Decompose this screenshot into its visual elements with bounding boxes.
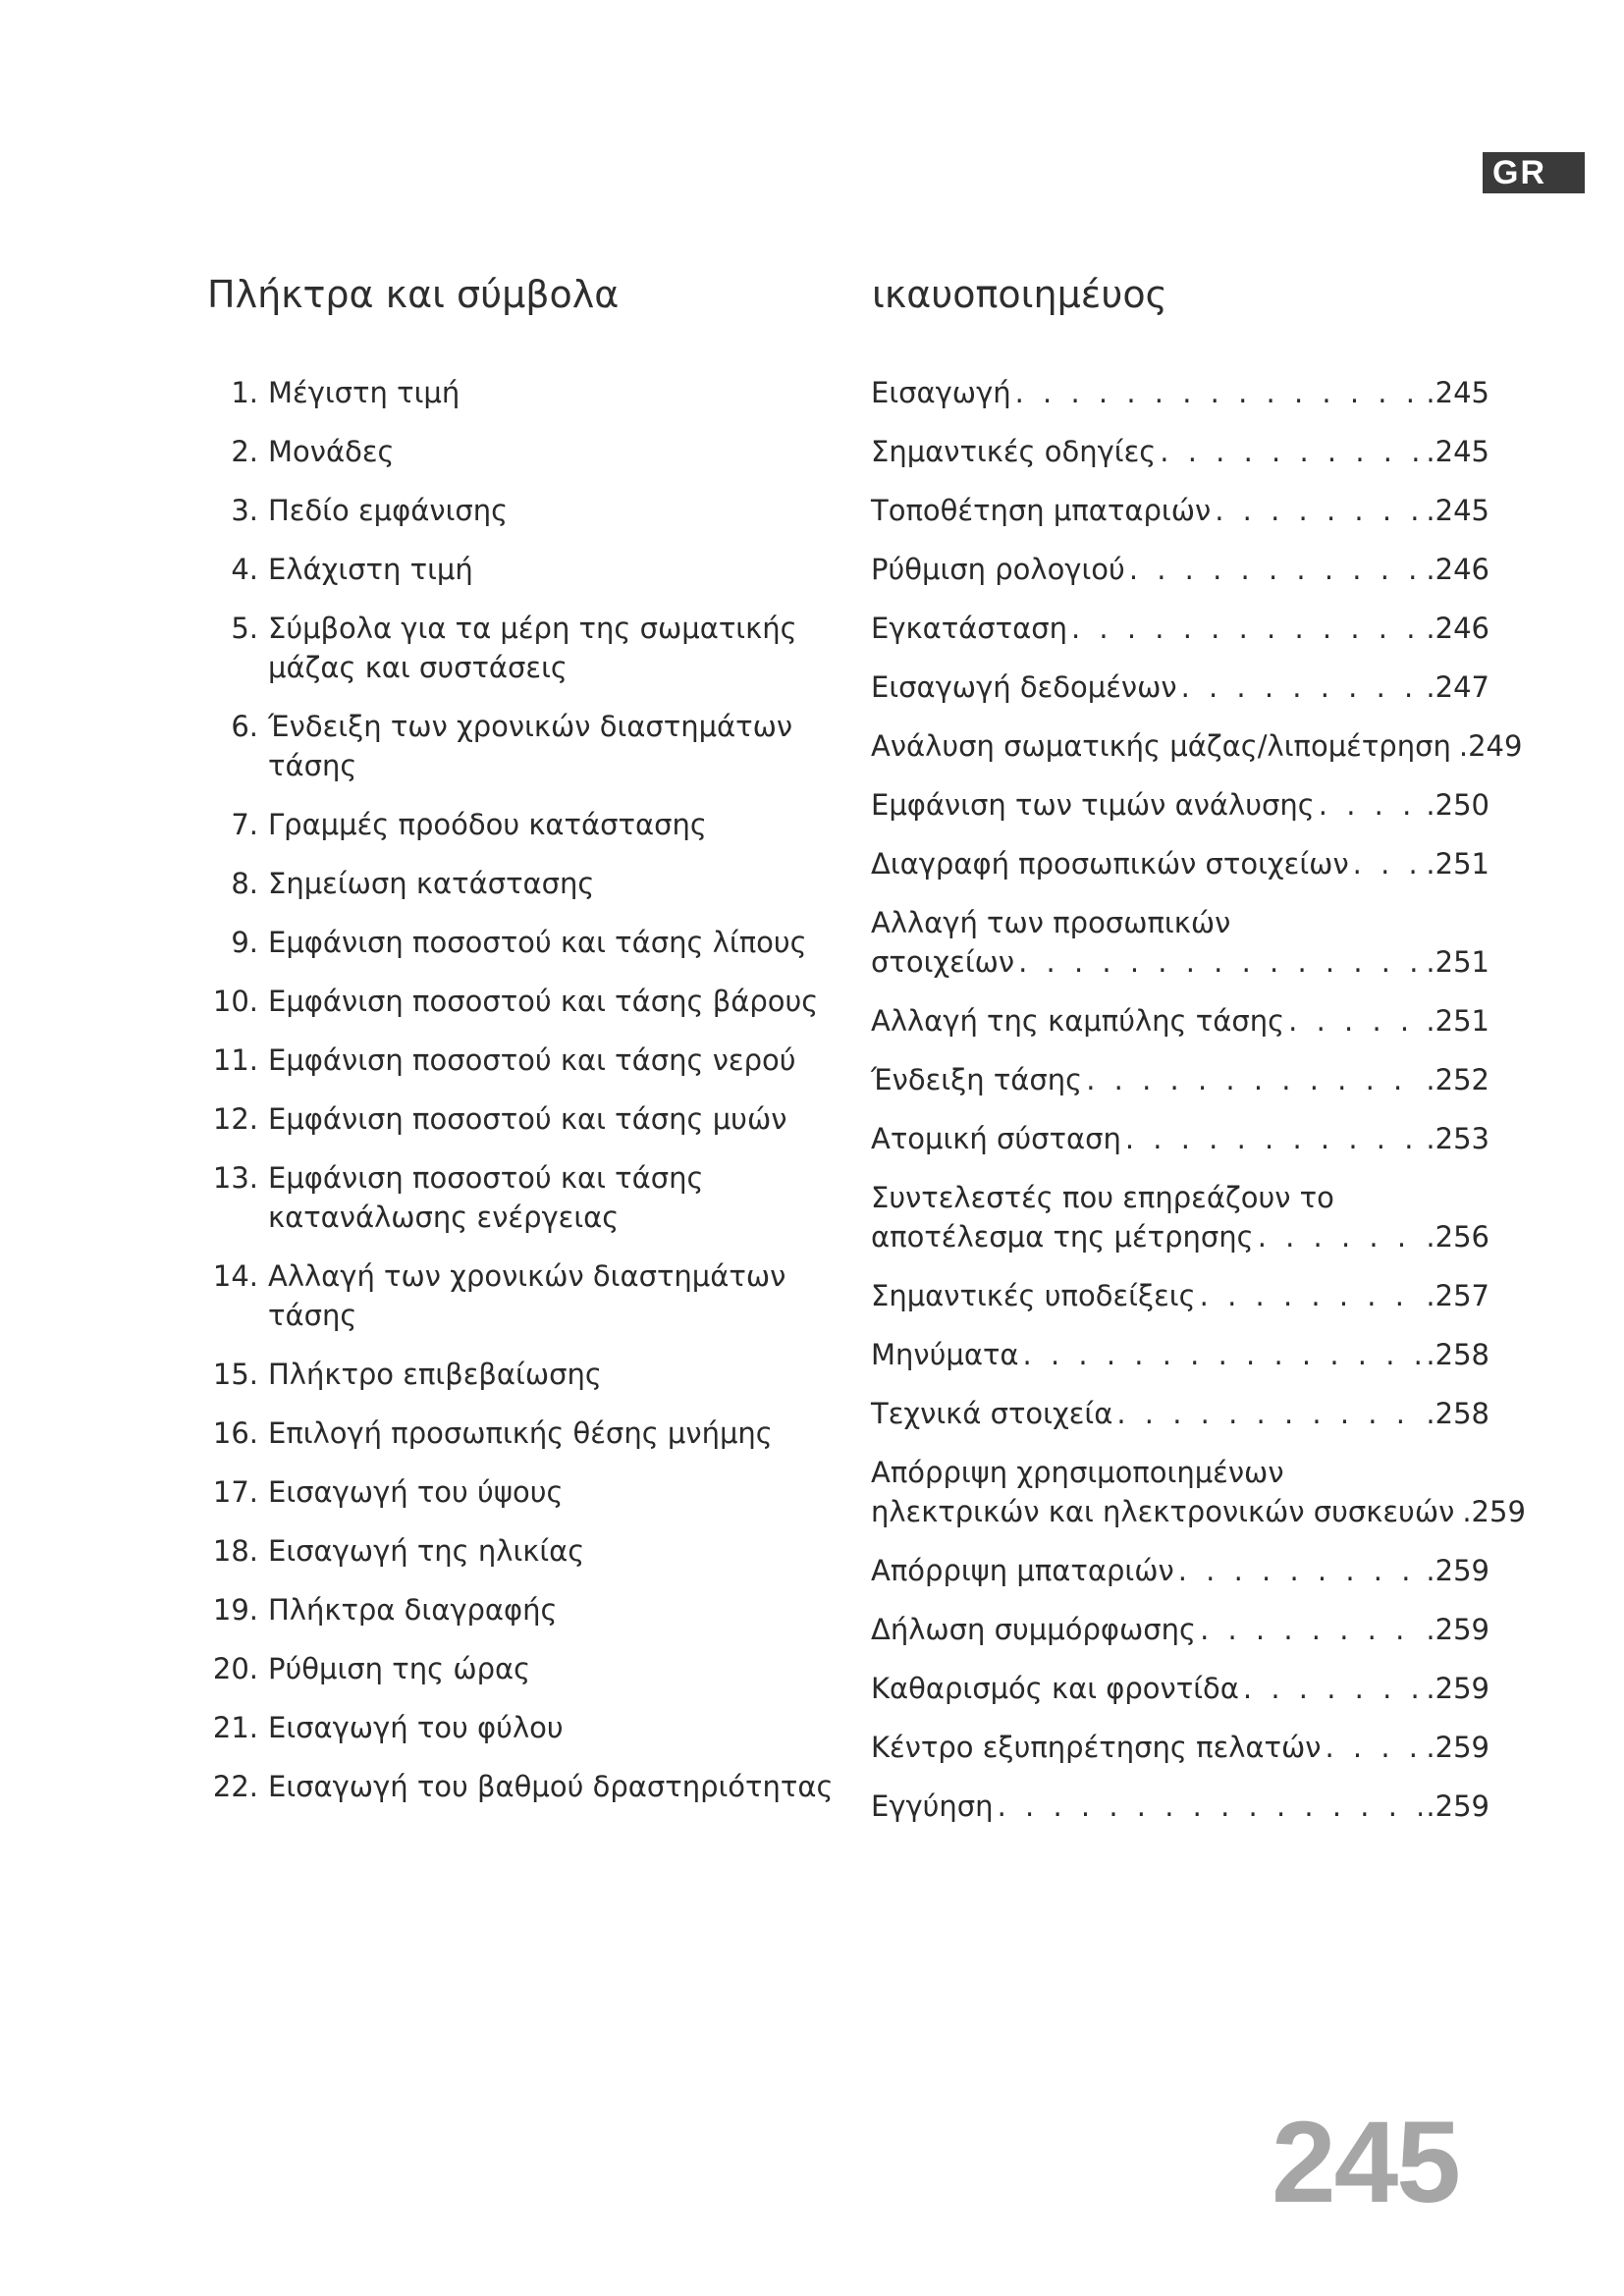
toc-entry-label-line1: Συντελεστές που επηρεάζουν το: [871, 1181, 1334, 1214]
legend-item-text: Εισαγωγή του φύλου: [268, 1711, 564, 1744]
legend-item-text: Εμφάνιση ποσοστού και τάσης κατανάλωσης ενέργειας: [268, 1161, 704, 1234]
legend-item-number: 1.: [231, 376, 258, 409]
toc-entry[interactable]: [871, 1728, 1489, 1767]
dot-leader: [1288, 1001, 1422, 1041]
legend-item-text: Εμφάνιση ποσοστού και τάσης λίπους: [268, 926, 807, 959]
legend-item-number: 15.: [212, 1358, 258, 1391]
legend-item-number: 9.: [231, 926, 258, 959]
toc-entry[interactable]: [871, 785, 1489, 825]
dot-leader: [1200, 1276, 1423, 1315]
toc-entry-page: .259: [1426, 1554, 1489, 1587]
dot-leader: [1116, 1394, 1422, 1433]
legend-item: [201, 707, 839, 785]
legend-item-number: 6.: [231, 710, 258, 743]
toc-entry[interactable]: [871, 1610, 1489, 1649]
dot-leader: [1071, 609, 1422, 648]
legend-item: [201, 923, 839, 962]
toc-entry-label: Σημαντικές υποδείξεις: [871, 1279, 1196, 1312]
toc-entry-page: .256: [1426, 1220, 1489, 1254]
toc-entry-page: .259: [1426, 1613, 1489, 1646]
toc-entry-page: .246: [1426, 612, 1489, 645]
legend-item: [201, 1767, 839, 1806]
toc-entry[interactable]: [871, 1787, 1489, 1826]
toc-entry[interactable]: [871, 1335, 1489, 1374]
dot-leader: [1023, 1335, 1423, 1374]
page-number: 245: [1272, 2098, 1459, 2227]
legend-item-text: Ένδειξη των χρονικών διαστημάτων τάσης: [268, 710, 793, 782]
legend-item-text: Ρύθμιση της ώρας: [268, 1652, 531, 1685]
dot-leader: [1160, 432, 1422, 471]
legend-item-number: 18.: [212, 1534, 258, 1568]
language-badge: GR: [1483, 152, 1585, 193]
legend-item: [201, 1590, 839, 1629]
toc-entry-page: .259: [1462, 1495, 1526, 1528]
toc-entry-page: .259: [1426, 1789, 1489, 1823]
toc-entry[interactable]: [871, 667, 1489, 707]
toc-entry[interactable]: [871, 1551, 1489, 1590]
dot-leader: [1125, 1119, 1423, 1158]
toc-entry-page: .250: [1426, 788, 1489, 822]
toc-entry[interactable]: [871, 1276, 1489, 1315]
dot-leader: [1086, 1060, 1422, 1099]
dot-leader: [1181, 667, 1423, 707]
legend-item: [201, 432, 839, 471]
legend-item-text: Εισαγωγή του βαθμού δραστηριότητας: [268, 1770, 834, 1803]
legend-item-number: 3.: [231, 494, 258, 527]
legend-item: [201, 373, 839, 412]
toc-entry-label: Εγκατάσταση: [871, 612, 1067, 645]
toc-entry-label: Εγγύηση: [871, 1789, 994, 1823]
legend-heading: Πλήκτρα και σύμβολα: [207, 273, 620, 316]
toc-entry-page: .245: [1426, 435, 1489, 468]
legend-item-number: 8.: [231, 867, 258, 900]
toc-entry-label: Ατομική σύσταση: [871, 1122, 1121, 1155]
toc-entry-page: .251: [1426, 847, 1489, 881]
toc-entry-label-line1: Απόρριψη χρησιμοποιημένων: [871, 1456, 1284, 1489]
legend-item: [201, 1256, 839, 1335]
toc-entry-label: Τεχνικά στοιχεία: [871, 1397, 1113, 1430]
dot-leader: [1319, 785, 1423, 825]
legend-item: [201, 609, 839, 687]
dot-leader: [1353, 844, 1423, 883]
toc-entry[interactable]: [871, 1394, 1489, 1433]
toc-entry-label: Εισαγωγή: [871, 376, 1011, 409]
dot-leader: [998, 1787, 1423, 1826]
toc-entry-label: Εισαγωγή δεδομένων: [871, 670, 1177, 704]
legend-item: [201, 1041, 839, 1080]
legend-item-text: Μονάδες: [268, 435, 395, 468]
dot-leader: [1243, 1669, 1423, 1708]
legend-item: [201, 1531, 839, 1571]
legend-item-number: 22.: [212, 1770, 258, 1803]
toc-entry[interactable]: [871, 1060, 1489, 1099]
toc-entry-label: Απόρριψη μπαταριών: [871, 1554, 1174, 1587]
toc-entry[interactable]: [871, 1669, 1489, 1708]
legend-item: [201, 864, 839, 903]
toc-entry-page: .251: [1426, 1004, 1489, 1038]
legend-item-text: Πλήκτρα διαγραφής: [268, 1593, 558, 1627]
legend-item: [201, 1472, 839, 1512]
legend-item-number: 7.: [231, 808, 258, 841]
legend-item-text: Επιλογή προσωπικής θέσης μνήμης: [268, 1416, 773, 1450]
toc-entry-label: Εμφάνιση των τιμών ανάλυσης: [871, 788, 1315, 822]
toc-entry[interactable]: [871, 1453, 1526, 1531]
legend-item: [201, 1414, 839, 1453]
legend-item-text: Σημείωση κατάστασης: [268, 867, 595, 900]
toc-entry[interactable]: [871, 1001, 1489, 1041]
dot-leader: [1178, 1551, 1423, 1590]
legend-item: [201, 1708, 839, 1747]
toc-entry-page: .258: [1426, 1338, 1489, 1371]
legend-item-number: 13.: [212, 1161, 258, 1195]
toc-entry-page: .259: [1426, 1672, 1489, 1705]
toc-entry[interactable]: [871, 903, 1489, 982]
legend-item: [201, 491, 839, 530]
legend-item-text: Γραμμές προόδου κατάστασης: [268, 808, 707, 841]
legend-item-text: Εμφάνιση ποσοστού και τάσης μυών: [268, 1102, 787, 1136]
toc-entry-label: Ένδειξη τάσης: [871, 1063, 1083, 1096]
toc-entry-page: .245: [1426, 376, 1489, 409]
legend-item: [201, 1649, 839, 1688]
legend-item-number: 11.: [212, 1043, 258, 1077]
legend-item-number: 14.: [212, 1259, 258, 1293]
toc-entry[interactable]: [871, 844, 1489, 883]
legend-item: [201, 805, 839, 844]
toc-heading: ικαυοποιημέυος: [872, 273, 1167, 316]
toc-entry[interactable]: [871, 550, 1489, 589]
legend-item: [201, 550, 839, 589]
toc-entry-page: .245: [1426, 494, 1489, 527]
toc-entry-page: .249: [1458, 729, 1523, 763]
toc-entry-label: Σημαντικές οδηγίες: [871, 435, 1157, 468]
toc-entry[interactable]: [871, 1178, 1489, 1256]
legend-item-number: 20.: [212, 1652, 258, 1685]
dot-leader: [1258, 1217, 1423, 1256]
legend-item-text: Σύμβολα για τα μέρη της σωματικής μάζας και συστάσεις: [268, 612, 797, 684]
toc-entry[interactable]: [871, 491, 1489, 530]
legend-item-number: 21.: [212, 1711, 258, 1744]
legend-item-number: 5.: [231, 612, 258, 645]
toc-entry-page: .257: [1426, 1279, 1489, 1312]
legend-item-text: Εμφάνιση ποσοστού και τάσης νερού: [268, 1043, 796, 1077]
dot-leader: [1215, 491, 1422, 530]
legend-item-text: Πεδίο εμφάνισης: [268, 494, 509, 527]
legend-list: [201, 373, 839, 1826]
legend-item-text: Εισαγωγή της ηλικίας: [268, 1534, 585, 1568]
toc-entry-page: .259: [1426, 1731, 1489, 1764]
legend-item-text: Εισαγωγή του ύψους: [268, 1475, 564, 1509]
legend-item: [201, 1355, 839, 1394]
toc-entry-page: .251: [1426, 945, 1489, 979]
legend-item-number: 17.: [212, 1475, 258, 1509]
dot-leader: [1129, 550, 1423, 589]
legend-item-text: Εμφάνιση ποσοστού και τάσης βάρους: [268, 985, 819, 1018]
toc-entry-label: Κέντρο εξυπηρέτησης πελατών: [871, 1731, 1322, 1764]
toc-entry-label: Αλλαγή της καμπύλης τάσης: [871, 1004, 1285, 1038]
legend-item-number: 16.: [212, 1416, 258, 1450]
legend-item: [201, 1158, 839, 1237]
toc-entry-label: Καθαρισμός και φροντίδα: [871, 1672, 1239, 1705]
dot-leader: [1200, 1610, 1422, 1649]
toc-entry-page: .252: [1426, 1063, 1489, 1096]
legend-item-text: Αλλαγή των χρονικών διαστημάτων τάσης: [268, 1259, 786, 1332]
legend-item-text: Μέγιστη τιμή: [268, 376, 460, 409]
legend-item-number: 4.: [231, 553, 258, 586]
toc-entry-label: αποτέλεσμα της μέτρησης: [871, 1220, 1254, 1254]
legend-item: [201, 1099, 839, 1139]
toc-entry-page: .258: [1426, 1397, 1489, 1430]
toc-entry-label: στοιχείων: [871, 945, 1015, 979]
toc-entry[interactable]: [871, 609, 1489, 648]
toc-entry[interactable]: [871, 726, 1523, 766]
toc-entry-label-line1: Αλλαγή των προσωπικών: [871, 906, 1231, 939]
toc-entry[interactable]: [871, 373, 1489, 412]
dot-leader: [1325, 1728, 1422, 1767]
toc-entry-label: Τοποθέτηση μπαταριών: [871, 494, 1212, 527]
legend-item: [201, 982, 839, 1021]
toc-entry-page: .247: [1426, 670, 1489, 704]
toc-entry[interactable]: [871, 432, 1489, 471]
dot-leader: [1015, 373, 1423, 412]
toc-entry-label: Ρύθμιση ρολογιού: [871, 553, 1125, 586]
toc-entry-label: Δήλωση συμμόρφωσης: [871, 1613, 1197, 1646]
toc-entry-label: ηλεκτρικών και ηλεκτρονικών συσκευών: [871, 1495, 1455, 1528]
toc-entry-label: Ανάλυση σωματικής μάζας/λιπομέτρηση: [871, 729, 1451, 763]
dot-leader: [1018, 942, 1422, 982]
toc-entry-page: .253: [1426, 1122, 1489, 1155]
legend-item-number: 12.: [212, 1102, 258, 1136]
toc-entry-label: Μηνύματα: [871, 1338, 1019, 1371]
legend-item-text: Πλήκτρο επιβεβαίωσης: [268, 1358, 602, 1391]
toc-entry[interactable]: [871, 1119, 1489, 1158]
table-of-contents: [871, 373, 1526, 1845]
legend-item-text: Ελάχιστη τιμή: [268, 553, 473, 586]
toc-entry-label: Διαγραφή προσωπικών στοιχείων: [871, 847, 1349, 881]
toc-entry-page: .246: [1426, 553, 1489, 586]
legend-item-number: 10.: [212, 985, 258, 1018]
legend-item-number: 19.: [212, 1593, 258, 1627]
legend-item-number: 2.: [231, 435, 258, 468]
